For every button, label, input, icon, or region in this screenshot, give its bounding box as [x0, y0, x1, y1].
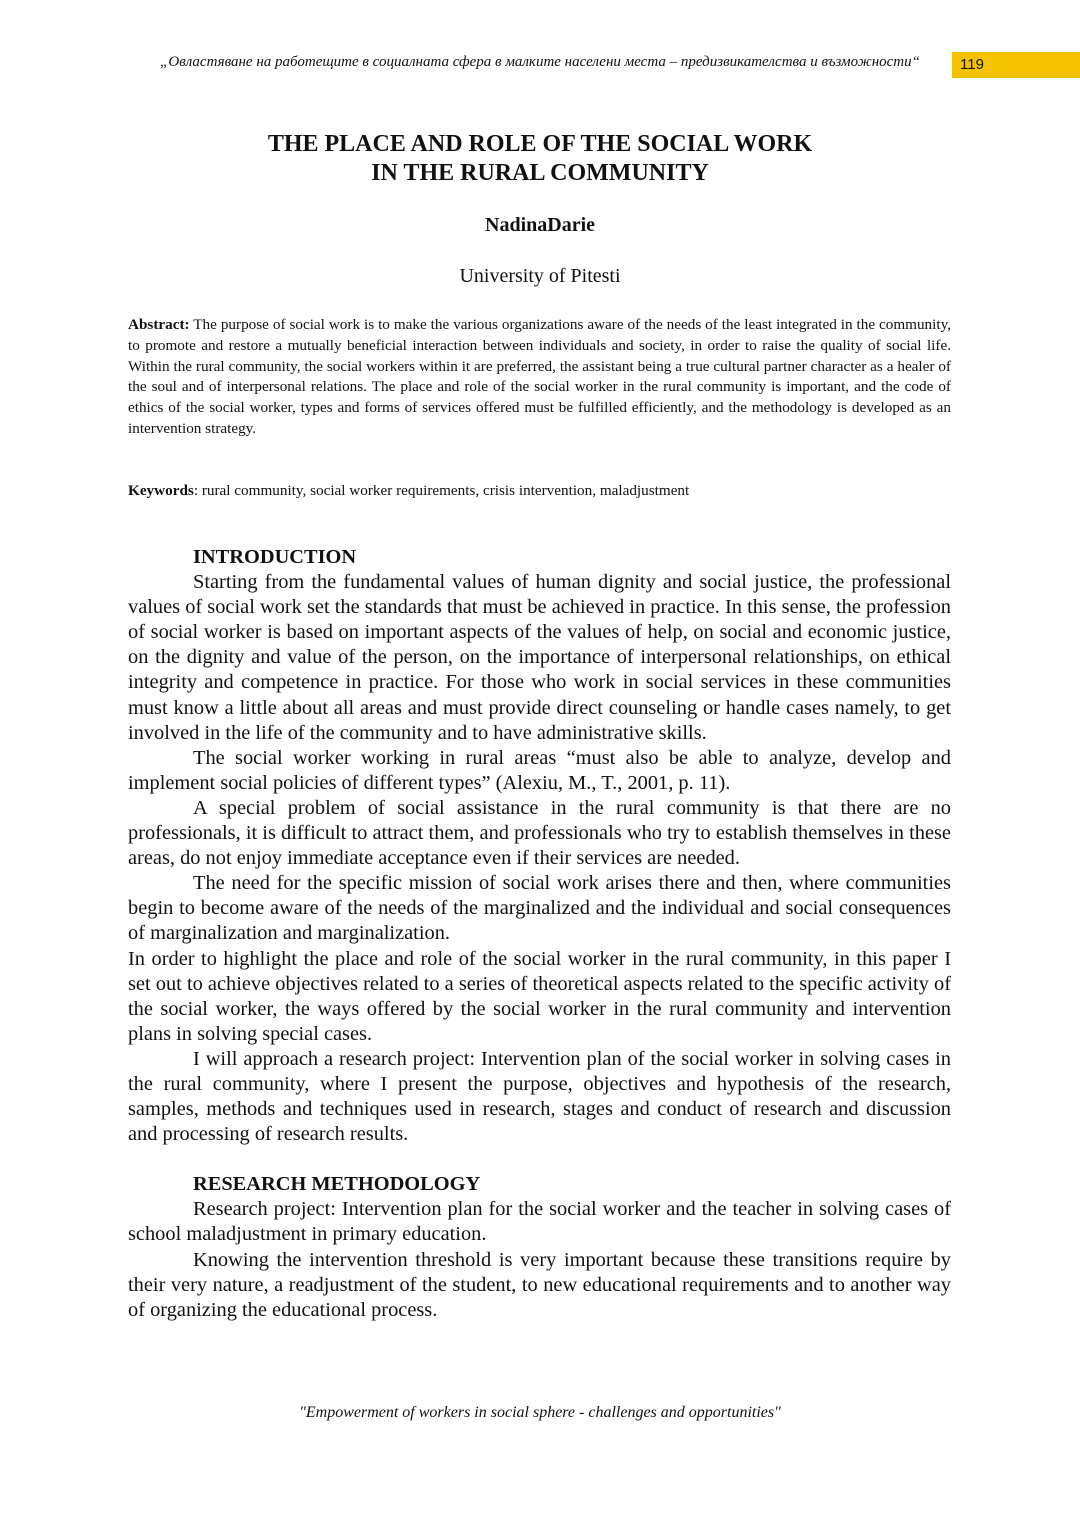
- section-spacer: [128, 1147, 951, 1172]
- article-body: [128, 545, 951, 1323]
- intro-paragraph-3: A special problem of social assistance in the rural community is that there are no professionals, it is difficult to attract them, and professionals who try to establish themselves in these areas, do not enjoy immediate acceptance even if their services are needed.: [128, 796, 951, 870]
- author-affiliation: University of Pitesti: [459, 265, 621, 287]
- method-paragraph-2: Knowing the intervention threshold is very important because these transitions require by their very nature, a readjustment of the student, to new educational requirements and to another way of organizing the educational process.: [128, 1248, 951, 1321]
- page-number-badge: 119: [952, 52, 1080, 78]
- intro-paragraph-6: I will approach a research project: Intervention plan of the social worker in solving cases in the rural community, where I present the purpose, objectives and hypothesis of the research, samples, methods and techniques used in research, stages and conduct of research and discussion and processing of research results.: [128, 1047, 951, 1146]
- intro-paragraph-1: Starting from the fundamental values of human dignity and social justice, the professional values of social work set the standards that must be achieved in practice. In this sense, the profession of social worker is based on important aspects of the values of help, on social and economic justice, on the dignity and value of the person, on the importance of interpersonal relationships, on ethical integrity and competence in practice. For those who work in social services in these communities must know a little about all areas and must provide direct counseling or handle cases namely, to get involved in the life of the community and to have administrative skills.: [128, 571, 951, 744]
- keywords: [128, 481, 951, 501]
- abstract: [128, 315, 951, 440]
- intro-paragraph-2: The social worker working in rural areas “must also be able to analyze, develop and implement social policies of different types” (Alexiu, M., T., 2001, p. 11).: [128, 746, 951, 794]
- abstract-label: Abstract:: [128, 316, 190, 333]
- section-heading-methodology: RESEARCH METHODOLOGY: [193, 1173, 481, 1196]
- article-title: [130, 130, 950, 188]
- keywords-label: Keywords: [128, 482, 194, 499]
- keywords-text: : rural community, social worker requirements, crisis intervention, maladjustment: [193, 482, 690, 499]
- section-heading-introduction: INTRODUCTION: [193, 546, 357, 568]
- intro-paragraph-5: In order to highlight the place and role of the social worker in the rural community, in this paper I set out to achieve objectives related to a series of theoretical aspects related to the specific activity of the social worker, the ways offered by the social worker in the rural community and intervention plans in solving special cases.: [128, 947, 951, 1045]
- author-name: NadinaDarie: [485, 214, 595, 236]
- title-line-2: IN THE RURAL COMMUNITY: [371, 160, 709, 186]
- method-paragraph-1: Research project: Intervention plan for the social worker and the teacher in solving cases of school maladjustment in primary education.: [128, 1198, 951, 1246]
- intro-paragraph-4: The need for the specific mission of social work arises there and then, where communities begin to become aware of the needs of the marginalized and the individual and social consequences of marginalization and marginalization.: [128, 872, 951, 945]
- title-line-1: THE PLACE AND ROLE OF THE SOCIAL WORK: [267, 131, 813, 157]
- running-header-title: „Овластяване на работещите в социалната сфера в малките населени места – предизвикателства и възможности“: [160, 54, 920, 70]
- abstract-text: The purpose of social work is to make the various organizations aware of the needs of the least integrated in the community, to promote and restore a mutually beneficial interaction between individuals and society, in order to raise the quality of social life. Within the rural community, the social workers within it are preferred, the assistant being a true cultural partner character as a healer of the soul and of interpersonal relations. The place and role of the social worker in the rural community is important, and the code of ethics of the social worker, types and forms of services offered must be fulfilled efficiently, and the methodology is developed as an intervention strategy.: [128, 316, 951, 437]
- running-footer: "Empowerment of workers in social sphere - challenges and opportunities": [299, 1404, 781, 1421]
